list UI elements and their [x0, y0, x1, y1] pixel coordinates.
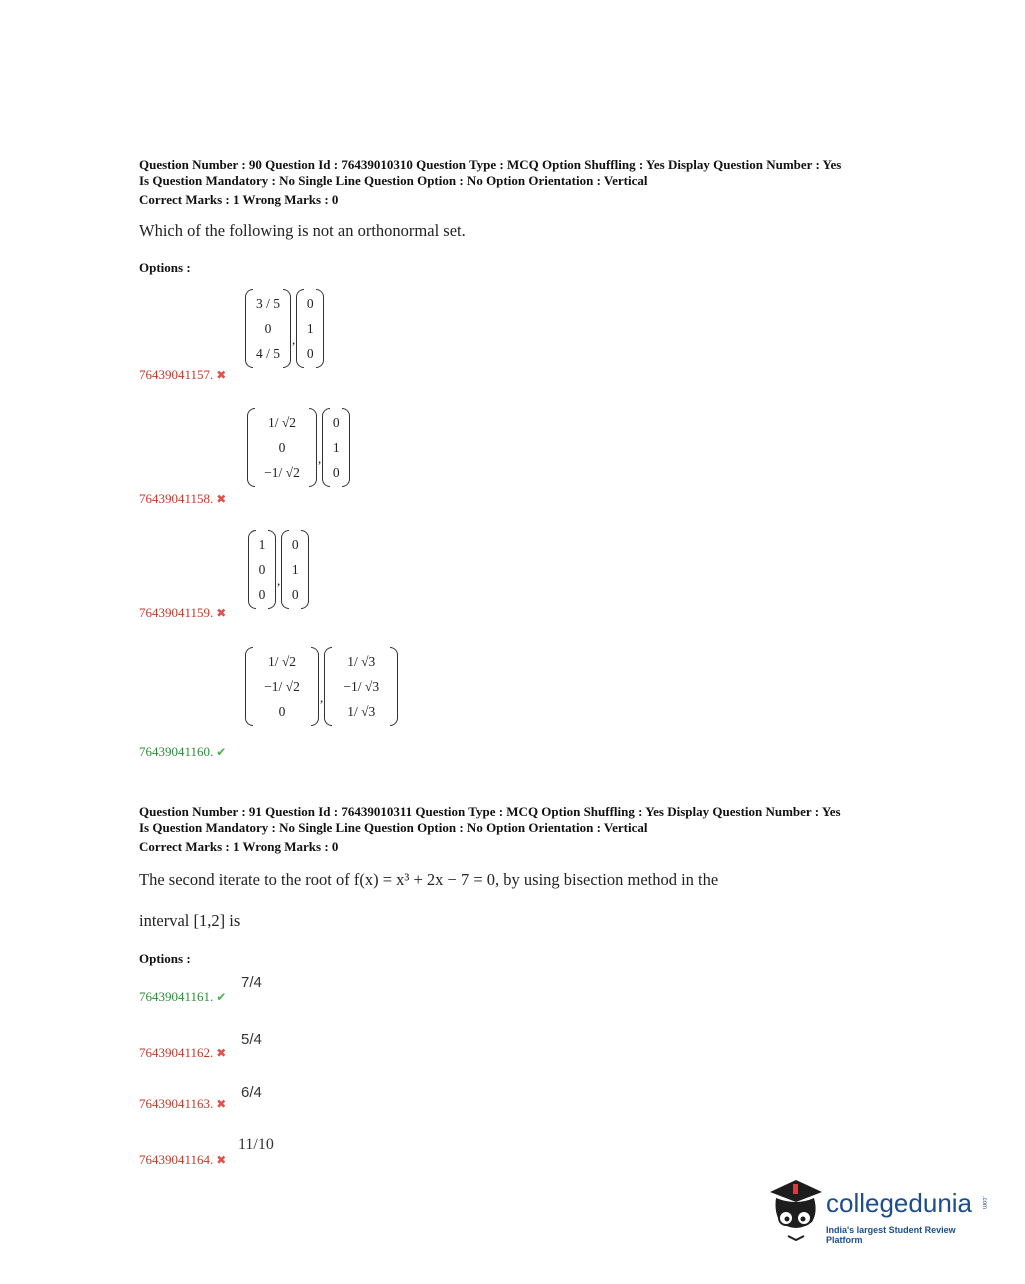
wrong-icon: ✖ [216, 1046, 227, 1060]
vector-1 [245, 289, 291, 368]
wrong-icon: ✖ [216, 1097, 227, 1111]
q91-question-line2: interval [1,2] is [139, 911, 241, 930]
vector-entry: 1 [291, 562, 299, 577]
logo-suffix: .com [981, 1196, 987, 1210]
vector-entry: 0 [264, 321, 272, 336]
wrong-icon: ✖ [216, 492, 227, 506]
vector-entry: 0 [278, 440, 286, 455]
logo-tagline: India's largest Student Review Platform [826, 1225, 956, 1245]
wrong-icon: ✖ [216, 1153, 227, 1167]
q91-option2-id: 76439041162. ✖ [139, 1045, 227, 1060]
q91-marks: Correct Marks : 1 Wrong Marks : 0 [139, 839, 339, 854]
vector-1 [248, 530, 276, 609]
collegedunia-logo [766, 1178, 994, 1248]
q90-option1-vectors: 3 / 5 0 4 / 5 , 0 1 0 [245, 289, 324, 368]
vector-entry: −1/ √2 [264, 465, 300, 480]
vector-entry: 1 [306, 321, 314, 336]
vector-entry: 1/ √2 [267, 654, 297, 669]
student-mascot-icon [766, 1178, 824, 1244]
q91-option2-value: 5/4 [241, 1031, 262, 1048]
vector-entry: 1/ √3 [347, 654, 376, 669]
vector-entry: 0 [258, 587, 266, 602]
wrong-icon: ✖ [216, 606, 227, 620]
q91-option4-id: 76439041164. ✖ [139, 1152, 227, 1167]
vector-1 [245, 647, 319, 726]
vector-entry: 1/ √3 [347, 704, 376, 719]
vector-entry: 0 [306, 296, 314, 311]
q90-meta-line2: Is Question Mandatory : No Single Line Question Option : No Option Orientation : Vertical [139, 173, 648, 188]
vector-2 [281, 530, 309, 609]
q90-option4-vectors: 1/ √2 −1/ √2 0 , 1/ √3 −1/ √3 1/ √3 [245, 647, 398, 726]
q91-option3-id: 76439041163. ✖ [139, 1096, 227, 1111]
q90-meta-line1: Question Number : 90 Question Id : 76439010310 Question Type : MCQ Option Shuffling : Yes Display Question Number : Yes [139, 157, 842, 172]
vector-2 [324, 647, 398, 726]
q90-option4-id: 76439041160. ✔ [139, 744, 227, 759]
vector-1 [247, 408, 317, 487]
q91-options-label: Options : [139, 951, 191, 966]
vector-2 [296, 289, 324, 368]
wrong-icon: ✖ [216, 368, 227, 382]
vector-entry: 0 [291, 587, 299, 602]
q91-meta-line2: Is Question Mandatory : No Single Line Question Option : No Option Orientation : Vertical [139, 820, 648, 835]
vector-entry: 0 [278, 704, 286, 719]
q90-option2-vectors: 1/ √2 0 −1/ √2 , 0 1 0 [247, 408, 350, 487]
check-icon: ✔ [216, 745, 227, 759]
vector-entry: 3 / 5 [255, 296, 280, 311]
vector-entry: 1 [332, 440, 340, 455]
q91-option3-value: 6/4 [241, 1084, 262, 1101]
q90-option2-id: 76439041158. ✖ [139, 491, 227, 506]
vector-entry: 1 [258, 537, 266, 552]
q90-option3-id: 76439041159. ✖ [139, 605, 227, 620]
vector-entry: −1/ √2 [264, 679, 300, 694]
vector-entry: 0 [258, 562, 266, 577]
q91-meta-line1: Question Number : 91 Question Id : 76439010311 Question Type : MCQ Option Shuffling : Yes Display Question Number : Yes [139, 804, 841, 819]
vector-entry: 0 [332, 415, 340, 430]
vector-entry: 0 [332, 465, 340, 480]
q90-option1-id: 76439041157. ✖ [139, 367, 227, 382]
q91-option4-value: 11/10 [238, 1136, 274, 1153]
q91-option1-value: 7/4 [241, 974, 262, 991]
vector-entry: 0 [291, 537, 299, 552]
vector-entry: 0 [306, 346, 314, 361]
q90-option3-vectors: 1 0 0 , 0 1 0 [248, 530, 309, 609]
q90-marks: Correct Marks : 1 Wrong Marks : 0 [139, 192, 339, 207]
q90-question-text: Which of the following is not an orthonormal set. [139, 221, 466, 240]
q91-option1-id: 76439041161. ✔ [139, 989, 227, 1004]
vector-entry: −1/ √3 [343, 679, 380, 694]
q90-options-label: Options : [139, 260, 191, 275]
logo-name: collegedunia [826, 1188, 973, 1218]
check-icon: ✔ [216, 990, 227, 1004]
vector-entry: 1/ √2 [267, 415, 297, 430]
q91-question-line1: The second iterate to the root of f(x) = x³ + 2x − 7 = 0, by using bisection method in the [139, 870, 719, 889]
vector-entry: 4 / 5 [255, 346, 280, 361]
vector-2 [322, 408, 350, 487]
